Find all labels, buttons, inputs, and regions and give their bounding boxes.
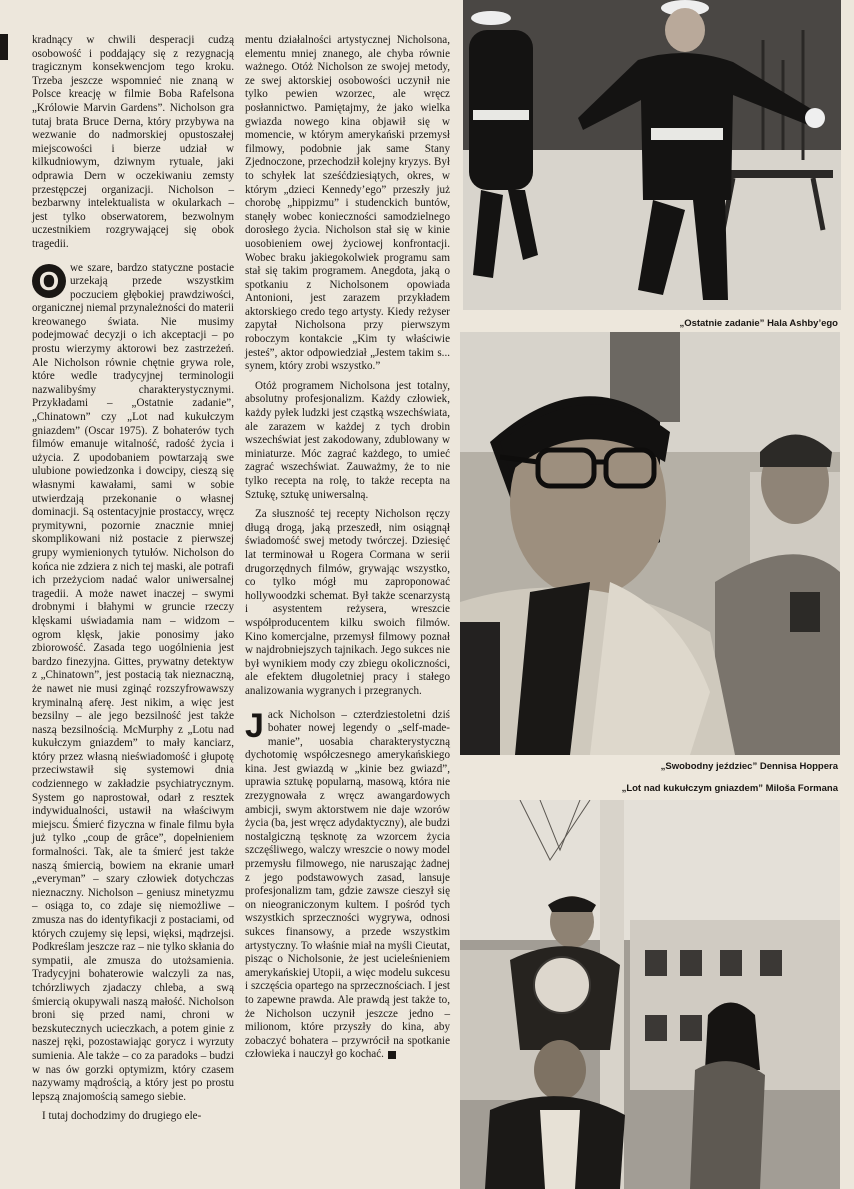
paragraph-dropcap xyxy=(32,262,234,1105)
paragraph: I tutaj dochodzimy do drugiego ele- xyxy=(42,1110,202,1123)
paragraph: Otóż programem Nicholsona jest totalny, absolutny profesjonalizm. Każdy człowiek, każdy pyłek ludzki jest cząstką wszechświata, ale zarazem w każdej z tych drobin wszechświat jest zakodowany, zdublowany w miniaturze. Móc zagrać każdego, to umieć zagrać wszechświat. Zauważmy, że to nie tylko recepta na rolę, to także recepta na Sztukę, sztukę uniwersalną. xyxy=(245,379,450,501)
caption-photo-1: „Ostatnie zadanie” Hala Ashby’ego xyxy=(679,318,838,329)
paragraph: mentu działalności artystycznej Nicholsona, elementu mniej znanego, ale chyba równie ważnego. Otóż Nicholson ze swojej metody, ze swej aktorskiej osobowości uczynił nie tylko pewien wzorzec, ale wręcz posłannictwo. Pamiętajmy, że jako wielka gwiazda nowego kina objawił się w momencie, w którym amerykański przemysł filmowy, podobnie jak same Stany Zjednoczone, przechodził kolejny kryzys. Był to schyłek lat sześćdziesiątych, okres, w którym „dzieci Kennedy’ego” przeszły już chorobę „hippizmu” i studenckich buntów, stanęły wobec konieczności samodzielnego dorosłego życia. Nicholson stał się w kinie uosobieniem owej życiowej konfrontacji. Wobec braku jakiegokolwiek programu sam stał się takim programem. Anegdota, jaką o spotkaniu z Nicholsonem opowiada Antonioni, jest zarazem przykładem aktorskiego credo tego artysty. Kiedy reżyser zapytał Nicholsona przy pierwszym roboczym kontakcie „Kim ty właściwie jesteś”, aktor odpowiedział „Jestem takim s... synem, który zrobi wszystko.” xyxy=(245,34,450,373)
paragraph: Za słuszność tej recepty Nicholson ręczy długą drogą, jaką przeszedł, nim osiągnął świadomość swej metody twórczej. Dziesięć lat terminował u Rogera Cormana w serii drugorzędnych filmów, grywając wszystko, co tylko mógł mu zaproponować hollywoodzki schemat. Był także scenarzystą i asystentem reżysera, wreszcie współproducentem kilku swoich filmów. Kino komercjalne, przemysł filmowy poznał w najdrobniejszych tajnikach. Jego sukces nie był wynikiem mody czy zbiegu okoliczności, ale efektem długoletniej pracy i stałego analizowania wygranych i przegranych. xyxy=(245,508,450,697)
paragraph-dropcap xyxy=(245,706,450,1062)
caption-photo-3: „Lot nad kukułczym gniazdem” Miloša Formana xyxy=(621,783,838,794)
photo-lot-nad-kukulczym-gniazdem xyxy=(460,800,840,1189)
dropcap-letter: O xyxy=(32,264,66,298)
page-edge-mark xyxy=(0,34,8,60)
dropcap-letter: J xyxy=(245,706,264,745)
caption-photo-2: „Swobodny jeździec” Dennisa Hoppera xyxy=(660,761,838,772)
end-mark xyxy=(388,1051,396,1059)
photo-swobodny-jezdziec xyxy=(460,332,840,755)
paragraph: kradnący w chwili desperacji cudzą osobowość i poddający się z rezygnacją tragicznym konsekwencjom tego kroku. Trzeba jeszcze wspomnieć nie znaną w Polsce kreację w filmie Boba Rafelsona „Królowie Marvin Gardens”. Nicholson gra tutaj brata Bruce Derna, który przybywa na wezwanie do nadmorskiej opustoszałej miejscowości i bierze udział w kilkudniowym, dziwnym rytuale, jaki odprawia Dern w oczekiwaniu zemsty przestępczej organizacji. Nicholson – bezbarwny intelektualista w okularkach – jest tylko obserwatorem, bezwolnym uczestnikiem rozgrywającej się obok tragedii. xyxy=(32,34,234,250)
paragraph-text: ack Nicholson – czterdziestoletni dziś bohater nowej legendy o „self-made-manie”, uosabia charakterystyczną dychotomię współczesnego amerykańskiego kina. Jest gwiazdą w „kinie bez gwiazd”, uprawia sztukę popularną, masową, która nie zrezygnowała z wręcz awangardowych ambicji, swym aktorstwem nie daje wzorów życia (ba, jest wręcz adydaktyczny), ale budzi nostalgiczną tęsknotę za wzorcem życia szczęśliwego, walczy wreszcie o nowy model przemysłu filmowego, nie naruszając żadnej z jego podstawowych zasad, lansuje profesjonalizm tam, gdzie zawsze cieszył się on nieograniczonym kultem. I pośród tych wszystkich sprzeczności wygrywa, odnosi sukces finansowy, a przede wszystkim artystyczny. To właśnie miał na myśli Cieutat, pisząc o Nicholsonie, że jest ucieleśnieniem amerykańskiej Utopii, a więc modelu sukcesu i szczęścia opartego na sprzecznościach. I jest to zapewne prawda. Ale prawdą jest także to, że Nicholson uczynił jeszcze jedno – milionom, które przyszły do kina, aby zobaczyć bohatera – przywrócił na spotkanie człowieka i nauczył go kochać. xyxy=(245,708,450,1061)
text-column-2 xyxy=(245,34,450,1068)
text-column-1 xyxy=(32,34,234,1130)
paragraph-text: we szare, bardzo statyczne postacie urzekają przede wszystkim poczuciem głębokiej prawdziwości, organicznej niemal przynależności do materii kreowanego świata. Nie musimy podejmować decyzji o ich akceptacji – po prostu wierzymy aktorowi bez zastrzeżeń. Ale Nicholson równie chętnie grywa role, które wedle tradycyjnej terminologii nazwalibyśmy charakterystycznymi. Przykładami – „Ostatnie zadanie”, „Chinatown” czy „Lot nad kukułczym gniazdem” (Oscar 1975). Z bohaterów tych filmów emanuje witalność, radość życia i użycia. Z upodobaniem powtarzają swe ulubione powiedzonka i dowcipy, cieszą się własnymi kawałami, sami w sobie utwierdzają przekonanie o własnej dominacji. Są ostentacyjnie prostaccy, wręcz prymitywni, pozornie znacznie mniej skomplikowani niż postacie z pierwszej grupy wymienionych tytułów. Nicholson do końca nie zdziera z nich tej maski, ale potrafi ich przeżyciom nadać walor uniwersalnej tragedii. A może nawet inaczej – swymi drobnymi i błahymi w gruncie rzeczy klęskami uświadamia nam – widzom – ogrom klęsk, jakie ponosimy jako zbiorowość. Zasada tego uogólnienia jest bardzo finezyjna. Gittes, prywatny detektyw z „Chinatown”, jest postacią tak nieznaczną, że nawet nie musi zginąć rozszyfrowawszy kryminalną aferę. Jest nikim, a więc jest bezsilny – ale jego bezsilność jest także naszą bezsilnością. McMurphy z „Lotu nad kukułczym gniazdem” to mały kanciarz, który przez własną nieświadomość i głupotę przeciwstawił się systemowi dnia codziennego w zakładzie psychiatrycznym. System go naprostował, odarł z resztek indywidualności, ustawił na właściwym miejscu. Śmierć fizyczna w finale filmu była już tylko „coup de grâce”, dopełnieniem formalności. Tak, ale ta śmierć jest także naszą śmiercią, bowiem na ekranie umarł „everyman” – szary człowiek dotychczas nieznaczny. Nicholson – geniusz minetyzmu – osiąga to, co zdaje się niemożliwe – zmusza nas do identyfikacji z postaciami, od których czujemy się lepsi, więksi, mądrzejsi. Podkreślam jeszcze raz – nie tylko skłania do sympatii, ale zmusza do utożsamienia. Tradycyjni bohaterowie walczyli za nas, tchórzliwych zjadaczy chleba, a swą śmiercią okupywali naszą małość. Nicholson broni się przed nami, chroni w bezskutecznych ucieczkach, a potem ginie z naszej ręki, pozostawiając gorycz i wyrzuty sumienia. Ale także – co za paradoks – budzi w nas ów gorzki optymizm, który czasem nazywamy mądrością, a który jest po prostu lepszą znajomością samego siebie. xyxy=(32,261,234,1103)
photo-ostatnie-zadanie xyxy=(463,0,841,310)
